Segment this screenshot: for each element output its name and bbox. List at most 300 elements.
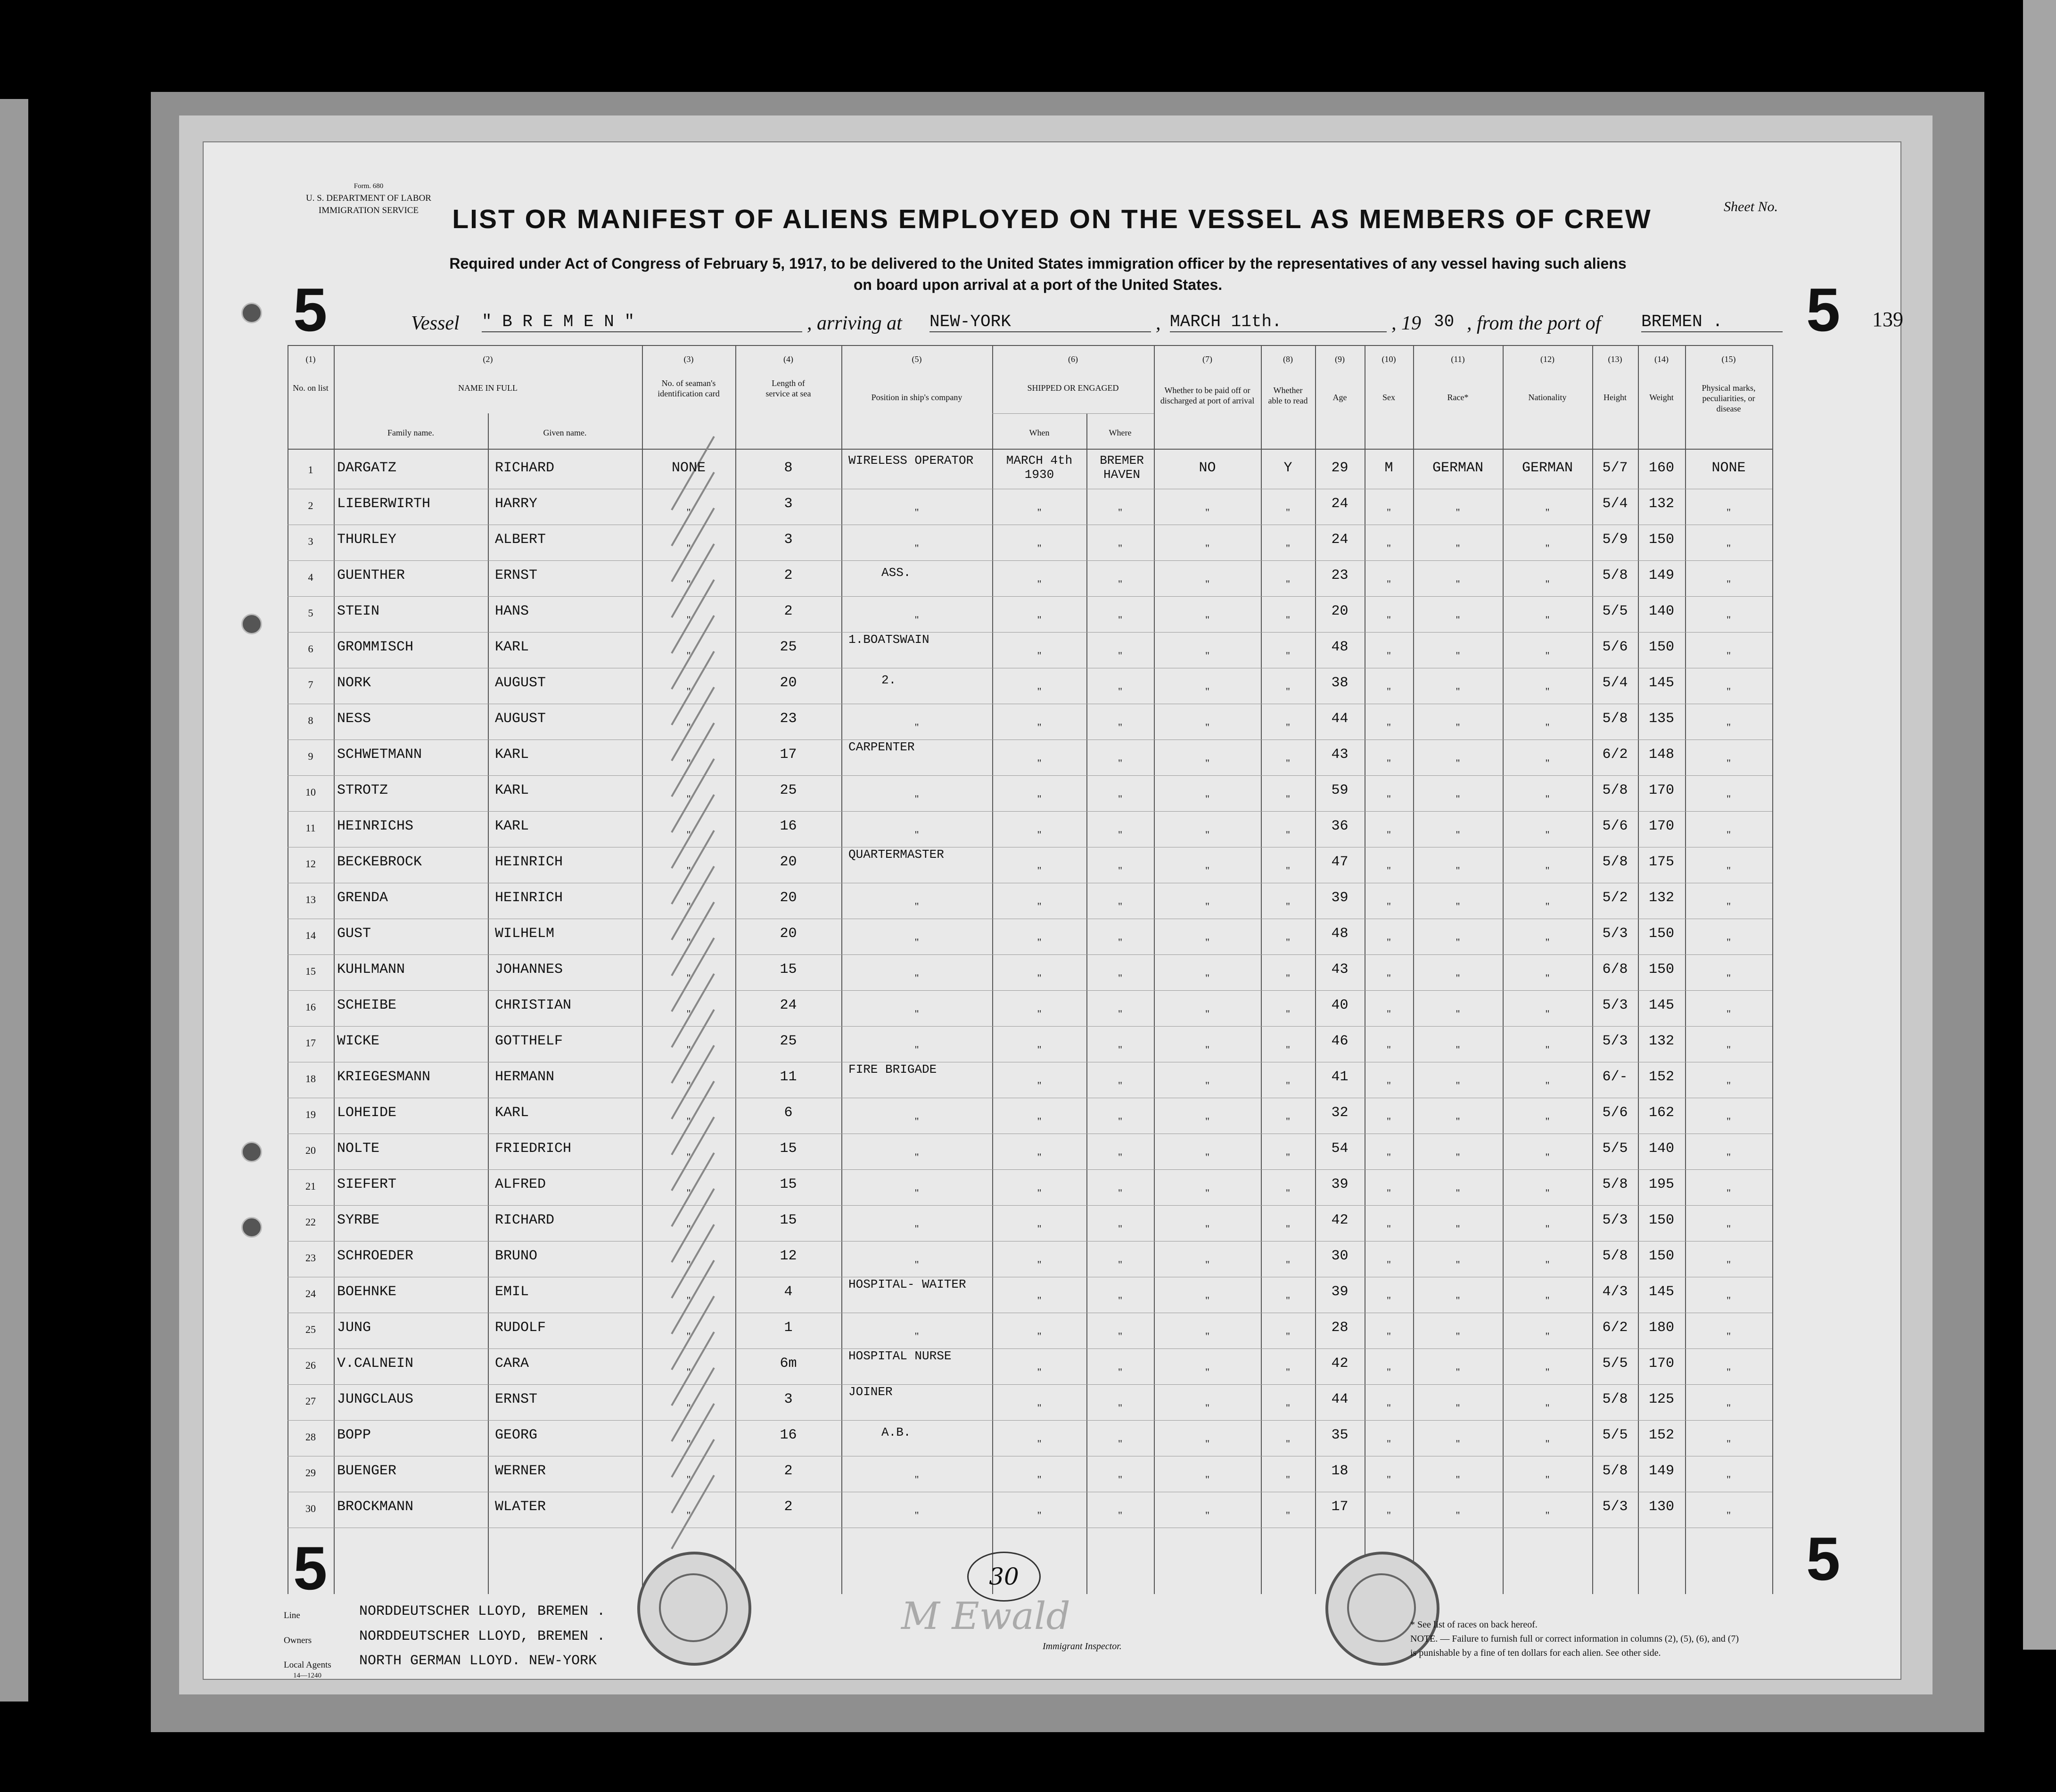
height: 5/6 — [1602, 818, 1628, 834]
row-number: 3 — [308, 535, 313, 547]
ditto-when: " — [1037, 1223, 1042, 1234]
given-name: RICHARD — [495, 1212, 555, 1228]
weight: 149 — [1648, 567, 1674, 584]
ditto-nationality: " — [1545, 1223, 1550, 1234]
col-header-id-card: No. of seaman's identification card — [658, 378, 720, 398]
ditto-when: " — [1037, 864, 1042, 876]
ditto-nationality: " — [1545, 1008, 1550, 1019]
row-number: 1 — [308, 464, 313, 476]
ditto-where: " — [1118, 1008, 1122, 1019]
ditto-id-card: " — [686, 1330, 691, 1342]
colnum: (3) — [683, 354, 694, 364]
ditto-paid-off: " — [1205, 1115, 1209, 1127]
ditto-when: " — [1037, 972, 1042, 984]
length-of-service: 15 — [780, 1212, 797, 1228]
ditto-race: " — [1456, 649, 1460, 661]
ditto-sex: " — [1387, 1366, 1391, 1378]
ditto-paid-off: " — [1205, 1294, 1209, 1306]
ditto-sex: " — [1387, 1079, 1391, 1091]
ditto-sex: " — [1387, 1402, 1391, 1414]
ditto-paid-off: " — [1205, 578, 1209, 590]
given-name: RICHARD — [495, 460, 555, 476]
length-of-service: 6m — [780, 1356, 797, 1372]
ditto-paid-off: " — [1205, 1509, 1209, 1521]
table-row — [288, 1456, 1772, 1492]
ditto-paid-off: " — [1205, 972, 1209, 984]
subtitle-line-2: on board upon arrival at a port of the United States. — [853, 276, 1223, 293]
ditto-when: " — [1037, 829, 1042, 840]
family-name: LIEBERWIRTH — [337, 496, 431, 512]
ditto-race: " — [1456, 1473, 1460, 1485]
ditto-physical: " — [1727, 900, 1731, 912]
physical-marks: NONE — [1711, 460, 1746, 476]
ditto-sex: " — [1387, 1438, 1391, 1449]
weight: 148 — [1648, 747, 1674, 763]
row-number: 11 — [305, 822, 316, 834]
family-name: V.CALNEIN — [337, 1356, 414, 1372]
ditto-nationality: " — [1545, 1473, 1550, 1485]
ditto-position: " — [914, 1258, 919, 1270]
ditto-read: " — [1286, 578, 1290, 590]
given-name: HARRY — [495, 496, 538, 512]
age: 32 — [1331, 1105, 1349, 1121]
list-number-top-left: 5 — [293, 275, 328, 344]
ditto-sex: " — [1387, 721, 1391, 733]
ditto-nationality: " — [1545, 1044, 1550, 1055]
crew-table — [288, 345, 1772, 1594]
row-number: 13 — [305, 894, 316, 905]
seaman-id-card: NONE — [671, 460, 706, 476]
length-of-service: 6 — [784, 1105, 793, 1121]
ditto-where: " — [1118, 1115, 1122, 1127]
ditto-id-card: " — [686, 1115, 691, 1127]
length-of-service: 15 — [780, 962, 797, 978]
family-name: GUST — [337, 926, 371, 942]
subtitle-line-1: Required under Act of Congress of February 5, 1917, to be delivered to the United States immigration officer by the representatives of any vessel having such aliens — [449, 255, 1627, 272]
ditto-nationality: " — [1545, 649, 1550, 661]
given-name: HEINRICH — [495, 890, 563, 906]
ditto-read: " — [1286, 1509, 1290, 1521]
note-races: * See list of races on back hereof. — [1410, 1619, 1538, 1630]
ditto-read: " — [1286, 793, 1290, 805]
ditto-sex: " — [1387, 757, 1391, 769]
length-of-service: 2 — [784, 1499, 793, 1515]
age: 39 — [1331, 890, 1349, 906]
ditto-position: " — [914, 1223, 919, 1234]
family-name: LOHEIDE — [337, 1105, 397, 1121]
row-number: 30 — [305, 1503, 316, 1514]
position: FIRE BRIGADE — [848, 1062, 937, 1077]
row-number: 19 — [305, 1109, 316, 1120]
family-name: GROMMISCH — [337, 639, 414, 655]
table-row — [288, 704, 1772, 740]
table-row — [288, 1421, 1772, 1456]
ditto-id-card: " — [686, 936, 691, 948]
family-name: BUENGER — [337, 1463, 397, 1479]
height: 5/6 — [1602, 1105, 1628, 1121]
col-header-physical: Physical marks, peculiarities, or disease — [1702, 383, 1756, 413]
ditto-where: " — [1118, 649, 1122, 661]
date-separator: , — [1156, 312, 1161, 334]
departure-port: BREMEN . — [1641, 312, 1783, 332]
age: 30 — [1331, 1248, 1349, 1264]
row-number: 6 — [308, 643, 313, 655]
race: GERMAN — [1432, 460, 1484, 476]
height: 5/3 — [1602, 1499, 1628, 1515]
col-header-shipped: SHIPPED OR ENGAGED — [1027, 383, 1119, 393]
height: 6/2 — [1602, 1320, 1628, 1336]
age: 59 — [1331, 782, 1349, 798]
weight: 170 — [1648, 1356, 1674, 1372]
table-row — [288, 489, 1772, 525]
ditto-race: " — [1456, 1402, 1460, 1414]
age: 44 — [1331, 1391, 1349, 1407]
ditto-sex: " — [1387, 1473, 1391, 1485]
ditto-position: " — [914, 1008, 919, 1019]
ditto-id-card: " — [686, 1402, 691, 1414]
length-of-service: 20 — [780, 890, 797, 906]
binder-hole-icon — [241, 1217, 262, 1238]
row-number: 8 — [308, 715, 313, 726]
vessel-line — [402, 308, 1903, 340]
row-number: 15 — [305, 965, 316, 977]
ditto-position: " — [914, 793, 919, 805]
height: 5/5 — [1602, 1356, 1628, 1372]
ditto-read: " — [1286, 1330, 1290, 1342]
department: U. S. DEPARTMENT OF LABOR — [306, 193, 431, 203]
colnum: (10) — [1382, 354, 1396, 364]
ditto-nationality: " — [1545, 829, 1550, 840]
family-name: SCHWETMANN — [337, 747, 422, 763]
family-name: DARGATZ — [337, 460, 397, 476]
age: 39 — [1331, 1284, 1349, 1300]
right-film-edge — [2023, 0, 2056, 1650]
ditto-physical: " — [1727, 972, 1731, 984]
ditto-read: " — [1286, 900, 1290, 912]
ditto-when: " — [1037, 1187, 1042, 1199]
ditto-physical: " — [1727, 506, 1731, 518]
ditto-where: " — [1118, 1438, 1122, 1449]
row-number: 4 — [308, 571, 313, 583]
ditto-nationality: " — [1545, 936, 1550, 948]
position: ASS. — [881, 566, 911, 580]
length-of-service: 4 — [784, 1284, 793, 1300]
ditto-id-card: " — [686, 1258, 691, 1270]
ditto-when: " — [1037, 614, 1042, 625]
age: 42 — [1331, 1356, 1349, 1372]
ditto-race: " — [1456, 1294, 1460, 1306]
ditto-when: " — [1037, 1366, 1042, 1378]
age: 23 — [1331, 567, 1349, 584]
family-name: BECKEBROCK — [337, 854, 422, 870]
ditto-paid-off: " — [1205, 1258, 1209, 1270]
weight: 145 — [1648, 1284, 1674, 1300]
family-name: GUENTHER — [337, 567, 405, 584]
table-row — [288, 1385, 1772, 1421]
ditto-id-card: " — [686, 1187, 691, 1199]
given-name: KARL — [495, 1105, 529, 1121]
ditto-read: " — [1286, 1223, 1290, 1234]
position: 1.BOATSWAIN — [848, 633, 929, 647]
weight: 150 — [1648, 962, 1674, 978]
length-of-service: 17 — [780, 747, 797, 763]
ditto-where: " — [1118, 721, 1122, 733]
binder-hole-icon — [241, 303, 262, 323]
table-row — [288, 1277, 1772, 1313]
length-of-service: 1 — [784, 1320, 793, 1336]
colnum: (7) — [1202, 354, 1212, 364]
ditto-race: " — [1456, 685, 1460, 697]
list-number-bottom-right: 5 — [1806, 1524, 1841, 1593]
height: 5/8 — [1602, 567, 1628, 584]
ditto-paid-off: " — [1205, 614, 1209, 625]
agents-code: 14—1240 — [293, 1672, 321, 1679]
given-name: CARA — [495, 1356, 529, 1372]
ditto-paid-off: " — [1205, 829, 1209, 840]
ditto-physical: " — [1727, 757, 1731, 769]
height: 5/5 — [1602, 603, 1628, 619]
shipped-when: MARCH 4th 1930 — [1006, 453, 1073, 482]
col-header-service: Length of service at sea — [765, 378, 811, 398]
ditto-nationality: " — [1545, 614, 1550, 625]
ditto-where: " — [1118, 1294, 1122, 1306]
ditto-race: " — [1456, 1008, 1460, 1019]
given-name: JOHANNES — [495, 962, 563, 978]
weight: 175 — [1648, 854, 1674, 870]
table-row — [288, 1062, 1772, 1098]
position: JOINER — [848, 1385, 893, 1399]
col-header-paid-off: Whether to be paid off or discharged at port of arrival — [1160, 386, 1255, 405]
row-number: 9 — [308, 750, 313, 762]
ditto-paid-off: " — [1205, 936, 1209, 948]
row-number: 16 — [305, 1001, 316, 1013]
ditto-sex: " — [1387, 829, 1391, 840]
weight: 125 — [1648, 1391, 1674, 1407]
ditto-nationality: " — [1545, 1187, 1550, 1199]
position: A.B. — [881, 1425, 911, 1439]
ditto-physical: " — [1727, 1294, 1731, 1306]
ditto-position: " — [914, 1151, 919, 1163]
ditto-sex: " — [1387, 864, 1391, 876]
ditto-sex: " — [1387, 542, 1391, 554]
row-number: 14 — [305, 929, 316, 941]
ditto-physical: " — [1727, 1258, 1731, 1270]
ditto-race: " — [1456, 1509, 1460, 1521]
table-top-rule — [288, 345, 1772, 346]
ditto-physical: " — [1727, 1509, 1731, 1521]
age: 38 — [1331, 675, 1349, 691]
ditto-paid-off: " — [1205, 1223, 1209, 1234]
ditto-race: " — [1456, 578, 1460, 590]
ditto-physical: " — [1727, 1187, 1731, 1199]
weight: 145 — [1648, 675, 1674, 691]
ditto-id-card: " — [686, 793, 691, 805]
age: 17 — [1331, 1499, 1349, 1515]
ditto-where: " — [1118, 757, 1122, 769]
position: QUARTERMASTER — [848, 847, 944, 862]
height: 5/5 — [1602, 1427, 1628, 1443]
note-penalty: NOTE. — Failure to furnish full or correct information in columns (2), (5), (6), and (7) — [1410, 1634, 1739, 1644]
ditto-nationality: " — [1545, 1366, 1550, 1378]
ditto-position: " — [914, 721, 919, 733]
ditto-read: " — [1286, 1402, 1290, 1414]
weight: 132 — [1648, 496, 1674, 512]
ditto-id-card: " — [686, 972, 691, 984]
ditto-id-card: " — [686, 1044, 691, 1055]
ditto-sex: " — [1387, 1044, 1391, 1055]
col-header-no: No. on list — [293, 383, 329, 393]
ditto-where: " — [1118, 685, 1122, 697]
table-row — [288, 561, 1772, 597]
ditto-sex: " — [1387, 972, 1391, 984]
colnum: (9) — [1335, 354, 1345, 364]
row-number: 17 — [305, 1037, 316, 1049]
family-name: WICKE — [337, 1033, 380, 1049]
ditto-id-card: " — [686, 721, 691, 733]
given-name: FRIEDRICH — [495, 1141, 572, 1157]
ditto-when: " — [1037, 1151, 1042, 1163]
owners-value: NORDDEUTSCHER LLOYD, BREMEN . — [359, 1628, 606, 1644]
binder-hole-icon — [241, 614, 262, 634]
ditto-read: " — [1286, 1187, 1290, 1199]
ditto-physical: " — [1727, 685, 1731, 697]
total-count-circled: 30 — [967, 1552, 1041, 1602]
ditto-race: " — [1456, 864, 1460, 876]
ditto-nationality: " — [1545, 542, 1550, 554]
given-name: ERNST — [495, 567, 538, 584]
agents-value: NORTH GERMAN LLOYD. NEW-YORK — [359, 1653, 597, 1669]
ditto-id-card: " — [686, 685, 691, 697]
ditto-position: " — [914, 1473, 919, 1485]
ditto-nationality: " — [1545, 972, 1550, 984]
col-header-given: Given name. — [543, 428, 587, 437]
ditto-physical: " — [1727, 1151, 1731, 1163]
ditto-paid-off: " — [1205, 864, 1209, 876]
ditto-position: " — [914, 972, 919, 984]
col-header-read: Whether able to read — [1268, 386, 1308, 405]
owners-label: Owners — [284, 1636, 312, 1645]
table-row — [288, 955, 1772, 991]
position: WIRELESS OPERATOR — [848, 453, 974, 468]
weight: 140 — [1648, 1141, 1674, 1157]
ditto-sex: " — [1387, 1187, 1391, 1199]
row-number: 29 — [305, 1467, 316, 1479]
list-number-top-right: 5 — [1806, 275, 1841, 344]
given-name: WLATER — [495, 1499, 546, 1515]
colnum: (5) — [912, 354, 922, 364]
ditto-paid-off: " — [1205, 649, 1209, 661]
weight: 160 — [1648, 460, 1674, 476]
col-header-name: NAME IN FULL — [458, 383, 518, 393]
ditto-nationality: " — [1545, 1079, 1550, 1091]
given-name: HERMANN — [495, 1069, 555, 1085]
ditto-where: " — [1118, 1079, 1122, 1091]
ditto-nationality: " — [1545, 1509, 1550, 1521]
weight: 152 — [1648, 1427, 1674, 1443]
given-name: AUGUST — [495, 675, 546, 691]
ditto-race: " — [1456, 1044, 1460, 1055]
given-name: WILHELM — [495, 926, 555, 942]
height: 5/8 — [1602, 854, 1628, 870]
ditto-race: " — [1456, 936, 1460, 948]
ditto-race: " — [1456, 542, 1460, 554]
family-name: NORK — [337, 675, 371, 691]
colnum: (2) — [483, 354, 493, 364]
height: 5/9 — [1602, 532, 1628, 548]
position: HOSPITAL NURSE — [848, 1349, 952, 1363]
ditto-where: " — [1118, 1330, 1122, 1342]
ditto-position: " — [914, 1330, 919, 1342]
agents-label: Local Agents — [284, 1660, 331, 1670]
age: 48 — [1331, 639, 1349, 655]
ditto-race: " — [1456, 1258, 1460, 1270]
colnum: (8) — [1283, 354, 1293, 364]
ditto-id-card: " — [686, 1438, 691, 1449]
ditto-position: " — [914, 1115, 919, 1127]
weight: 170 — [1648, 818, 1674, 834]
height: 5/5 — [1602, 1141, 1628, 1157]
weight: 195 — [1648, 1176, 1674, 1192]
ditto-where: " — [1118, 1151, 1122, 1163]
line-value: NORDDEUTSCHER LLOYD, BREMEN . — [359, 1603, 606, 1619]
length-of-service: 25 — [780, 782, 797, 798]
ditto-read: " — [1286, 972, 1290, 984]
row-number: 2 — [308, 500, 313, 511]
col-header-position: Position in ship's company — [871, 393, 962, 402]
given-name: ALFRED — [495, 1176, 546, 1192]
weight: 150 — [1648, 926, 1674, 942]
age: 46 — [1331, 1033, 1349, 1049]
ditto-paid-off: " — [1205, 1079, 1209, 1091]
given-name: ALBERT — [495, 532, 546, 548]
ditto-physical: " — [1727, 614, 1731, 625]
ditto-when: " — [1037, 1438, 1042, 1449]
row-number: 21 — [305, 1180, 316, 1192]
row-number: 20 — [305, 1144, 316, 1156]
ditto-id-card: " — [686, 1223, 691, 1234]
ditto-paid-off: " — [1205, 900, 1209, 912]
family-name: JUNG — [337, 1320, 371, 1336]
ditto-where: " — [1118, 1258, 1122, 1270]
ditto-nationality: " — [1545, 685, 1550, 697]
ditto-physical: " — [1727, 649, 1731, 661]
ditto-read: " — [1286, 1366, 1290, 1378]
length-of-service: 2 — [784, 567, 793, 584]
line-label: Line — [284, 1611, 300, 1620]
ditto-when: " — [1037, 649, 1042, 661]
given-name: WERNER — [495, 1463, 546, 1479]
table-row — [288, 633, 1772, 668]
height: 5/7 — [1602, 460, 1628, 476]
consulate-seal-left-icon — [637, 1552, 751, 1666]
length-of-service: 23 — [780, 711, 797, 727]
row-number: 7 — [308, 679, 313, 690]
able-to-read: Y — [1283, 460, 1292, 476]
ditto-race: " — [1456, 1187, 1460, 1199]
given-name: CHRISTIAN — [495, 997, 572, 1013]
weight: 149 — [1648, 1463, 1674, 1479]
row-number: 28 — [305, 1431, 316, 1443]
length-of-service: 15 — [780, 1176, 797, 1192]
ditto-when: " — [1037, 900, 1042, 912]
colnum: (11) — [1451, 354, 1465, 364]
ditto-id-card: " — [686, 1008, 691, 1019]
ditto-position: " — [914, 542, 919, 554]
ditto-where: " — [1118, 1187, 1122, 1199]
row-number: 12 — [305, 858, 316, 870]
ditto-sex: " — [1387, 1115, 1391, 1127]
ditto-when: " — [1037, 1258, 1042, 1270]
